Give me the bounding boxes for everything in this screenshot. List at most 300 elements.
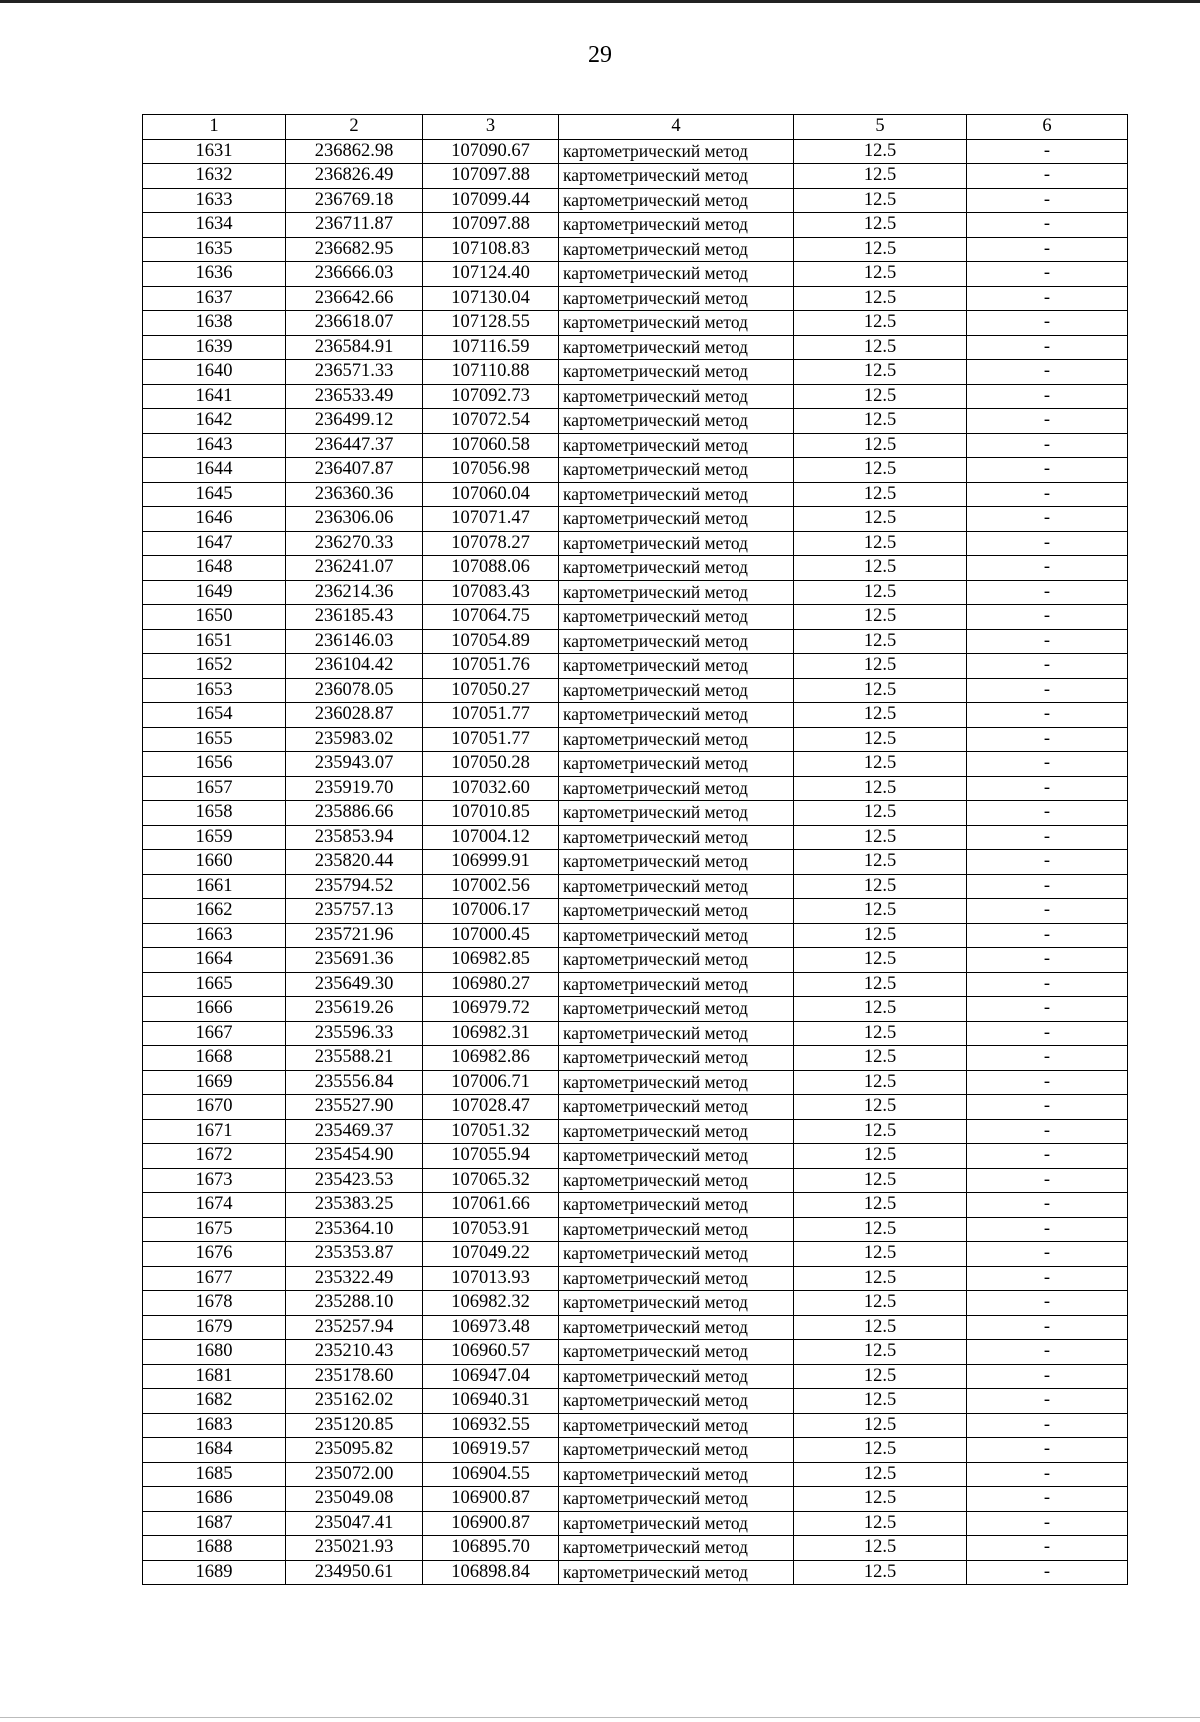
method-cell: картометрический метод — [559, 678, 794, 703]
x-coordinate-cell: 236146.03 — [286, 629, 423, 654]
method-cell: картометрический метод — [559, 286, 794, 311]
x-coordinate-cell: 235072.00 — [286, 1462, 423, 1487]
method-cell: картометрический метод — [559, 335, 794, 360]
point-number-cell: 1654 — [143, 703, 286, 728]
table-row — [143, 1266, 1128, 1291]
y-coordinate-cell: 107099.44 — [423, 188, 559, 213]
x-coordinate-cell: 235943.07 — [286, 752, 423, 777]
table-row — [143, 1536, 1128, 1561]
point-number-cell: 1637 — [143, 286, 286, 311]
x-coordinate-cell: 235454.90 — [286, 1144, 423, 1169]
table-row — [143, 923, 1128, 948]
accuracy-cell: 12.5 — [794, 286, 967, 311]
table-row — [143, 1364, 1128, 1389]
method-cell: картометрический метод — [559, 1046, 794, 1071]
x-coordinate-cell: 235049.08 — [286, 1487, 423, 1512]
method-cell: картометрический метод — [559, 752, 794, 777]
method-cell: картометрический метод — [559, 237, 794, 262]
accuracy-cell: 12.5 — [794, 874, 967, 899]
description-cell: - — [967, 458, 1128, 483]
y-coordinate-cell: 107083.43 — [423, 580, 559, 605]
table-row — [143, 164, 1128, 189]
description-cell: - — [967, 825, 1128, 850]
x-coordinate-cell: 235120.85 — [286, 1413, 423, 1438]
table-row — [143, 1389, 1128, 1414]
accuracy-cell: 12.5 — [794, 409, 967, 434]
y-coordinate-cell: 106999.91 — [423, 850, 559, 875]
y-coordinate-cell: 107010.85 — [423, 801, 559, 826]
description-cell: - — [967, 1536, 1128, 1561]
x-coordinate-cell: 236584.91 — [286, 335, 423, 360]
y-coordinate-cell: 107000.45 — [423, 923, 559, 948]
description-cell: - — [967, 213, 1128, 238]
accuracy-cell: 12.5 — [794, 1364, 967, 1389]
table-row — [143, 654, 1128, 679]
description-cell: - — [967, 1119, 1128, 1144]
method-cell: картометрический метод — [559, 605, 794, 630]
table-row — [143, 825, 1128, 850]
description-cell: - — [967, 1438, 1128, 1463]
table-row — [143, 556, 1128, 581]
method-cell: картометрический метод — [559, 1340, 794, 1365]
point-number-cell: 1636 — [143, 262, 286, 287]
point-number-cell: 1673 — [143, 1168, 286, 1193]
point-number-cell: 1682 — [143, 1389, 286, 1414]
y-coordinate-cell: 106973.48 — [423, 1315, 559, 1340]
x-coordinate-cell: 235257.94 — [286, 1315, 423, 1340]
method-cell: картометрический метод — [559, 1242, 794, 1267]
method-cell: картометрический метод — [559, 1315, 794, 1340]
table-row — [143, 1291, 1128, 1316]
method-cell: картометрический метод — [559, 1511, 794, 1536]
method-cell: картометрический метод — [559, 997, 794, 1022]
y-coordinate-cell: 106982.86 — [423, 1046, 559, 1071]
point-number-cell: 1678 — [143, 1291, 286, 1316]
point-number-cell: 1671 — [143, 1119, 286, 1144]
description-cell: - — [967, 433, 1128, 458]
description-cell: - — [967, 1560, 1128, 1585]
point-number-cell: 1687 — [143, 1511, 286, 1536]
description-cell: - — [967, 1168, 1128, 1193]
table-row — [143, 948, 1128, 973]
x-coordinate-cell: 236241.07 — [286, 556, 423, 581]
description-cell: - — [967, 556, 1128, 581]
method-cell: картометрический метод — [559, 188, 794, 213]
method-cell: картометрический метод — [559, 972, 794, 997]
method-cell: картометрический метод — [559, 1168, 794, 1193]
x-coordinate-cell: 235919.70 — [286, 776, 423, 801]
accuracy-cell: 12.5 — [794, 507, 967, 532]
method-cell: картометрический метод — [559, 1462, 794, 1487]
method-cell: картометрический метод — [559, 874, 794, 899]
table-row — [143, 1095, 1128, 1120]
y-coordinate-cell: 107124.40 — [423, 262, 559, 287]
point-number-cell: 1664 — [143, 948, 286, 973]
point-number-cell: 1665 — [143, 972, 286, 997]
method-cell: картометрический метод — [559, 1144, 794, 1169]
description-cell: - — [967, 948, 1128, 973]
y-coordinate-cell: 107006.17 — [423, 899, 559, 924]
table-row — [143, 1046, 1128, 1071]
point-number-cell: 1661 — [143, 874, 286, 899]
accuracy-cell: 12.5 — [794, 1291, 967, 1316]
description-cell: - — [967, 1193, 1128, 1218]
table-row — [143, 213, 1128, 238]
x-coordinate-cell: 235619.26 — [286, 997, 423, 1022]
point-number-cell: 1676 — [143, 1242, 286, 1267]
description-cell: - — [967, 605, 1128, 630]
x-coordinate-cell: 235649.30 — [286, 972, 423, 997]
y-coordinate-cell: 106904.55 — [423, 1462, 559, 1487]
x-coordinate-cell: 235886.66 — [286, 801, 423, 826]
table-row — [143, 286, 1128, 311]
point-number-cell: 1662 — [143, 899, 286, 924]
point-number-cell: 1655 — [143, 727, 286, 752]
point-number-cell: 1683 — [143, 1413, 286, 1438]
method-cell: картометрический метод — [559, 1389, 794, 1414]
method-cell: картометрический метод — [559, 580, 794, 605]
y-coordinate-cell: 106919.57 — [423, 1438, 559, 1463]
column-header: 4 — [559, 115, 794, 140]
method-cell: картометрический метод — [559, 629, 794, 654]
description-cell: - — [967, 360, 1128, 385]
description-cell: - — [967, 311, 1128, 336]
table-row — [143, 727, 1128, 752]
description-cell: - — [967, 1364, 1128, 1389]
point-number-cell: 1656 — [143, 752, 286, 777]
method-cell: картометрический метод — [559, 1413, 794, 1438]
table-row — [143, 531, 1128, 556]
point-number-cell: 1685 — [143, 1462, 286, 1487]
table-row — [143, 335, 1128, 360]
description-cell: - — [967, 1070, 1128, 1095]
accuracy-cell: 12.5 — [794, 262, 967, 287]
accuracy-cell: 12.5 — [794, 899, 967, 924]
accuracy-cell: 12.5 — [794, 923, 967, 948]
method-cell: картометрический метод — [559, 1487, 794, 1512]
point-number-cell: 1669 — [143, 1070, 286, 1095]
accuracy-cell: 12.5 — [794, 850, 967, 875]
description-cell: - — [967, 531, 1128, 556]
accuracy-cell: 12.5 — [794, 997, 967, 1022]
method-cell: картометрический метод — [559, 703, 794, 728]
x-coordinate-cell: 236618.07 — [286, 311, 423, 336]
accuracy-cell: 12.5 — [794, 776, 967, 801]
x-coordinate-cell: 236360.36 — [286, 482, 423, 507]
table-row — [143, 1168, 1128, 1193]
accuracy-cell: 12.5 — [794, 1046, 967, 1071]
method-cell: картометрический метод — [559, 1021, 794, 1046]
accuracy-cell: 12.5 — [794, 1438, 967, 1463]
accuracy-cell: 12.5 — [794, 237, 967, 262]
method-cell: картометрический метод — [559, 1119, 794, 1144]
description-cell: - — [967, 1487, 1128, 1512]
accuracy-cell: 12.5 — [794, 1070, 967, 1095]
x-coordinate-cell: 236499.12 — [286, 409, 423, 434]
table-row — [143, 1462, 1128, 1487]
y-coordinate-cell: 107078.27 — [423, 531, 559, 556]
x-coordinate-cell: 235596.33 — [286, 1021, 423, 1046]
point-number-cell: 1666 — [143, 997, 286, 1022]
description-cell: - — [967, 1389, 1128, 1414]
table-row — [143, 237, 1128, 262]
y-coordinate-cell: 107110.88 — [423, 360, 559, 385]
description-cell: - — [967, 1340, 1128, 1365]
point-number-cell: 1657 — [143, 776, 286, 801]
point-number-cell: 1642 — [143, 409, 286, 434]
point-number-cell: 1672 — [143, 1144, 286, 1169]
accuracy-cell: 12.5 — [794, 654, 967, 679]
point-number-cell: 1670 — [143, 1095, 286, 1120]
point-number-cell: 1647 — [143, 531, 286, 556]
x-coordinate-cell: 236028.87 — [286, 703, 423, 728]
table-row — [143, 580, 1128, 605]
table-row — [143, 801, 1128, 826]
table-row — [143, 1119, 1128, 1144]
point-number-cell: 1653 — [143, 678, 286, 703]
accuracy-cell: 12.5 — [794, 1413, 967, 1438]
table-row — [143, 1487, 1128, 1512]
y-coordinate-cell: 107056.98 — [423, 458, 559, 483]
table-row — [143, 605, 1128, 630]
y-coordinate-cell: 106900.87 — [423, 1511, 559, 1536]
accuracy-cell: 12.5 — [794, 458, 967, 483]
y-coordinate-cell: 106982.85 — [423, 948, 559, 973]
table-row — [143, 188, 1128, 213]
accuracy-cell: 12.5 — [794, 311, 967, 336]
method-cell: картометрический метод — [559, 1070, 794, 1095]
x-coordinate-cell: 235721.96 — [286, 923, 423, 948]
y-coordinate-cell: 107116.59 — [423, 335, 559, 360]
y-coordinate-cell: 107071.47 — [423, 507, 559, 532]
table-row — [143, 997, 1128, 1022]
y-coordinate-cell: 106979.72 — [423, 997, 559, 1022]
point-number-cell: 1650 — [143, 605, 286, 630]
description-cell: - — [967, 1291, 1128, 1316]
accuracy-cell: 12.5 — [794, 825, 967, 850]
method-cell: картометрический метод — [559, 1193, 794, 1218]
y-coordinate-cell: 107051.77 — [423, 727, 559, 752]
point-number-cell: 1675 — [143, 1217, 286, 1242]
point-number-cell: 1649 — [143, 580, 286, 605]
accuracy-cell: 12.5 — [794, 139, 967, 164]
point-number-cell: 1686 — [143, 1487, 286, 1512]
point-number-cell: 1646 — [143, 507, 286, 532]
x-coordinate-cell: 235322.49 — [286, 1266, 423, 1291]
y-coordinate-cell: 107108.83 — [423, 237, 559, 262]
description-cell: - — [967, 139, 1128, 164]
description-cell: - — [967, 899, 1128, 924]
table-row — [143, 139, 1128, 164]
x-coordinate-cell: 236447.37 — [286, 433, 423, 458]
accuracy-cell: 12.5 — [794, 531, 967, 556]
x-coordinate-cell: 235757.13 — [286, 899, 423, 924]
table-row — [143, 507, 1128, 532]
y-coordinate-cell: 107060.58 — [423, 433, 559, 458]
accuracy-cell: 12.5 — [794, 335, 967, 360]
point-number-cell: 1684 — [143, 1438, 286, 1463]
method-cell: картометрический метод — [559, 801, 794, 826]
accuracy-cell: 12.5 — [794, 188, 967, 213]
accuracy-cell: 12.5 — [794, 972, 967, 997]
x-coordinate-cell: 235353.87 — [286, 1242, 423, 1267]
method-cell: картометрический метод — [559, 1536, 794, 1561]
point-number-cell: 1638 — [143, 311, 286, 336]
table-row — [143, 433, 1128, 458]
x-coordinate-cell: 236769.18 — [286, 188, 423, 213]
point-number-cell: 1674 — [143, 1193, 286, 1218]
accuracy-cell: 12.5 — [794, 1536, 967, 1561]
table-row — [143, 482, 1128, 507]
accuracy-cell: 12.5 — [794, 1021, 967, 1046]
table-row — [143, 850, 1128, 875]
y-coordinate-cell: 107097.88 — [423, 213, 559, 238]
x-coordinate-cell: 236826.49 — [286, 164, 423, 189]
table-row — [143, 874, 1128, 899]
x-coordinate-cell: 235095.82 — [286, 1438, 423, 1463]
point-number-cell: 1667 — [143, 1021, 286, 1046]
x-coordinate-cell: 236306.06 — [286, 507, 423, 532]
accuracy-cell: 12.5 — [794, 605, 967, 630]
method-cell: картометрический метод — [559, 409, 794, 434]
accuracy-cell: 12.5 — [794, 629, 967, 654]
y-coordinate-cell: 107061.66 — [423, 1193, 559, 1218]
method-cell: картометрический метод — [559, 825, 794, 850]
x-coordinate-cell: 236642.66 — [286, 286, 423, 311]
x-coordinate-cell: 235983.02 — [286, 727, 423, 752]
y-coordinate-cell: 106960.57 — [423, 1340, 559, 1365]
point-number-cell: 1634 — [143, 213, 286, 238]
method-cell: картометрический метод — [559, 1560, 794, 1585]
y-coordinate-cell: 107055.94 — [423, 1144, 559, 1169]
y-coordinate-cell: 107097.88 — [423, 164, 559, 189]
accuracy-cell: 12.5 — [794, 948, 967, 973]
method-cell: картометрический метод — [559, 164, 794, 189]
accuracy-cell: 12.5 — [794, 801, 967, 826]
y-coordinate-cell: 107028.47 — [423, 1095, 559, 1120]
y-coordinate-cell: 107128.55 — [423, 311, 559, 336]
x-coordinate-cell: 236862.98 — [286, 139, 423, 164]
accuracy-cell: 12.5 — [794, 1511, 967, 1536]
x-coordinate-cell: 234950.61 — [286, 1560, 423, 1585]
x-coordinate-cell: 236185.43 — [286, 605, 423, 630]
table-body — [143, 115, 1128, 1585]
table-row — [143, 752, 1128, 777]
table-row — [143, 678, 1128, 703]
y-coordinate-cell: 106947.04 — [423, 1364, 559, 1389]
accuracy-cell: 12.5 — [794, 1193, 967, 1218]
coordinates-table — [142, 114, 1128, 1585]
table-row — [143, 262, 1128, 287]
table-row — [143, 1217, 1128, 1242]
description-cell: - — [967, 1144, 1128, 1169]
x-coordinate-cell: 236104.42 — [286, 654, 423, 679]
accuracy-cell: 12.5 — [794, 1266, 967, 1291]
method-cell: картометрический метод — [559, 654, 794, 679]
method-cell: картометрический метод — [559, 1266, 794, 1291]
accuracy-cell: 12.5 — [794, 1389, 967, 1414]
accuracy-cell: 12.5 — [794, 580, 967, 605]
accuracy-cell: 12.5 — [794, 1340, 967, 1365]
description-cell: - — [967, 507, 1128, 532]
description-cell: - — [967, 972, 1128, 997]
x-coordinate-cell: 236682.95 — [286, 237, 423, 262]
method-cell: картометрический метод — [559, 360, 794, 385]
method-cell: картометрический метод — [559, 1291, 794, 1316]
description-cell: - — [967, 1266, 1128, 1291]
table-row — [143, 409, 1128, 434]
method-cell: картометрический метод — [559, 1438, 794, 1463]
accuracy-cell: 12.5 — [794, 1462, 967, 1487]
table-row — [143, 1413, 1128, 1438]
description-cell: - — [967, 1462, 1128, 1487]
description-cell: - — [967, 752, 1128, 777]
accuracy-cell: 12.5 — [794, 1168, 967, 1193]
point-number-cell: 1689 — [143, 1560, 286, 1585]
description-cell: - — [967, 1242, 1128, 1267]
y-coordinate-cell: 107002.56 — [423, 874, 559, 899]
y-coordinate-cell: 107092.73 — [423, 384, 559, 409]
point-number-cell: 1633 — [143, 188, 286, 213]
accuracy-cell: 12.5 — [794, 360, 967, 385]
x-coordinate-cell: 236270.33 — [286, 531, 423, 556]
description-cell: - — [967, 262, 1128, 287]
table-row — [143, 1511, 1128, 1536]
point-number-cell: 1668 — [143, 1046, 286, 1071]
accuracy-cell: 12.5 — [794, 213, 967, 238]
table-header-row — [143, 115, 1128, 140]
table-row — [143, 1144, 1128, 1169]
y-coordinate-cell: 107032.60 — [423, 776, 559, 801]
accuracy-cell: 12.5 — [794, 384, 967, 409]
y-coordinate-cell: 107050.27 — [423, 678, 559, 703]
x-coordinate-cell: 235588.21 — [286, 1046, 423, 1071]
y-coordinate-cell: 107004.12 — [423, 825, 559, 850]
description-cell: - — [967, 703, 1128, 728]
accuracy-cell: 12.5 — [794, 433, 967, 458]
description-cell: - — [967, 1413, 1128, 1438]
description-cell: - — [967, 188, 1128, 213]
x-coordinate-cell: 235383.25 — [286, 1193, 423, 1218]
y-coordinate-cell: 107013.93 — [423, 1266, 559, 1291]
method-cell: картометрический метод — [559, 384, 794, 409]
point-number-cell: 1660 — [143, 850, 286, 875]
accuracy-cell: 12.5 — [794, 556, 967, 581]
x-coordinate-cell: 236666.03 — [286, 262, 423, 287]
x-coordinate-cell: 236533.49 — [286, 384, 423, 409]
x-coordinate-cell: 235556.84 — [286, 1070, 423, 1095]
accuracy-cell: 12.5 — [794, 1217, 967, 1242]
point-number-cell: 1679 — [143, 1315, 286, 1340]
description-cell: - — [967, 997, 1128, 1022]
method-cell: картометрический метод — [559, 433, 794, 458]
description-cell: - — [967, 1217, 1128, 1242]
method-cell: картометрический метод — [559, 213, 794, 238]
y-coordinate-cell: 107053.91 — [423, 1217, 559, 1242]
table-row — [143, 311, 1128, 336]
x-coordinate-cell: 235364.10 — [286, 1217, 423, 1242]
description-cell: - — [967, 1315, 1128, 1340]
x-coordinate-cell: 236078.05 — [286, 678, 423, 703]
table-row — [143, 899, 1128, 924]
description-cell: - — [967, 1021, 1128, 1046]
description-cell: - — [967, 237, 1128, 262]
description-cell: - — [967, 776, 1128, 801]
table-row — [143, 1242, 1128, 1267]
y-coordinate-cell: 106898.84 — [423, 1560, 559, 1585]
point-number-cell: 1677 — [143, 1266, 286, 1291]
point-number-cell: 1635 — [143, 237, 286, 262]
